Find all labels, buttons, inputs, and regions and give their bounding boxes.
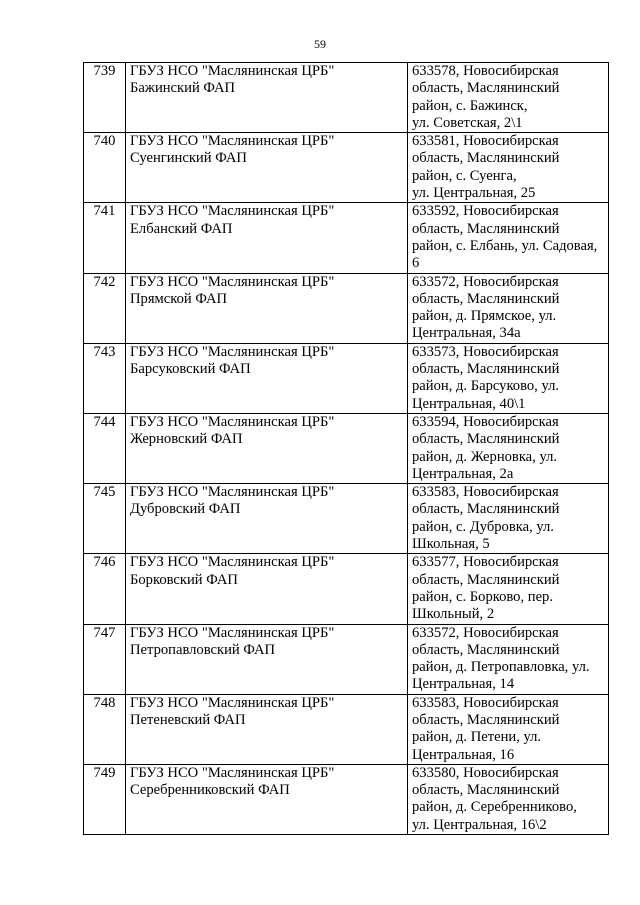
facility-name-cell [126, 694, 408, 764]
address-cell [408, 484, 609, 554]
facility-name-cell [126, 554, 408, 624]
address-cell [408, 203, 609, 273]
address-line: область, Маслянинский [412, 641, 560, 658]
facility-name-cell [126, 624, 408, 694]
facility-name-line: ГБУЗ НСО "Маслянинская ЦРБ" [130, 484, 335, 501]
address-line: область, Маслянинский [412, 501, 560, 518]
facility-name-line: ГБУЗ НСО "Маслянинская ЦРБ" [130, 554, 335, 571]
facility-name-line: ГБУЗ НСО "Маслянинская ЦРБ" [130, 203, 335, 220]
facility-name-line: Серебренниковский ФАП [130, 782, 290, 799]
address-line: область, Маслянинский [412, 711, 560, 728]
address-line: 633594, Новосибирская [412, 413, 559, 430]
address-cell [408, 624, 609, 694]
address-line: ул. Центральная, 16\2 [412, 816, 547, 833]
address-line: Центральная, 16 [412, 746, 515, 763]
table-row [84, 63, 609, 133]
facility-name-line: Петеневский ФАП [130, 711, 246, 728]
address-line: 633572, Новосибирская [412, 273, 559, 290]
facility-name-cell [126, 764, 408, 834]
table-row [84, 764, 609, 834]
address-line: область, Маслянинский [412, 782, 560, 799]
address-line: область, Маслянинский [412, 150, 560, 167]
address-line: область, Маслянинский [412, 571, 560, 588]
row-number-cell: 743 [84, 343, 126, 413]
address-line: Школьный, 2 [412, 606, 495, 623]
address-line: ул. Центральная, 25 [412, 185, 536, 202]
address-line: область, Маслянинский [412, 220, 560, 237]
facility-name-line: Бажинский ФАП [130, 80, 236, 97]
facility-name-line: Елбанский ФАП [130, 220, 233, 237]
address-line: 633592, Новосибирская [412, 203, 559, 220]
address-line: Центральная, 14 [412, 676, 515, 693]
address-line: 633577, Новосибирская [412, 554, 559, 571]
address-cell [408, 343, 609, 413]
facility-name-line: ГБУЗ НСО "Маслянинская ЦРБ" [130, 273, 335, 290]
facility-name-line: Жерновский ФАП [130, 431, 243, 448]
address-line: Школьная, 5 [412, 536, 490, 553]
address-line: район, д. Барсуково, ул. [412, 378, 560, 395]
facility-name-cell [126, 484, 408, 554]
facility-name-line: ГБУЗ НСО "Маслянинская ЦРБ" [130, 63, 335, 79]
facility-name-line: ГБУЗ НСО "Маслянинская ЦРБ" [130, 343, 335, 360]
facility-name-cell [126, 203, 408, 273]
address-cell [408, 133, 609, 203]
facility-name-line: ГБУЗ НСО "Маслянинская ЦРБ" [130, 624, 335, 641]
address-line: район, д. Петропавловка, ул. [412, 659, 590, 676]
address-line: район, д. Петени, ул. [412, 729, 542, 746]
address-cell [408, 764, 609, 834]
row-number-cell: 747 [84, 624, 126, 694]
table-row [84, 133, 609, 203]
row-number-cell: 748 [84, 694, 126, 764]
address-line: 633573, Новосибирская [412, 343, 559, 360]
facility-name-line: Прямской ФАП [130, 290, 228, 307]
address-line: район, с. Бажинск, [412, 97, 528, 114]
address-line: 633583, Новосибирская [412, 694, 559, 711]
facility-name-line: ГБУЗ НСО "Маслянинская ЦРБ" [130, 133, 335, 150]
facility-name-cell [126, 413, 408, 483]
row-number-cell: 744 [84, 413, 126, 483]
facility-name-line: ГБУЗ НСО "Маслянинская ЦРБ" [130, 764, 335, 781]
address-line: область, Маслянинский [412, 431, 560, 448]
facility-name-line: Петропавловский ФАП [130, 641, 276, 658]
facility-name-line: ГБУЗ НСО "Маслянинская ЦРБ" [130, 694, 335, 711]
address-cell [408, 273, 609, 343]
table-row [84, 484, 609, 554]
address-cell [408, 554, 609, 624]
address-line: район, с. Суенга, [412, 167, 517, 184]
address-line: 6 [412, 255, 420, 272]
row-number-cell: 740 [84, 133, 126, 203]
address-line: 633581, Новосибирская [412, 133, 559, 150]
address-cell [408, 413, 609, 483]
row-number-cell: 741 [84, 203, 126, 273]
table-row [84, 273, 609, 343]
facilities-table-body [84, 63, 609, 835]
table-row [84, 343, 609, 413]
address-line: ул. Советская, 2\1 [412, 114, 523, 131]
table-row [84, 554, 609, 624]
address-line: область, Маслянинский [412, 80, 560, 97]
address-line: Центральная, 2а [412, 465, 514, 482]
facility-name-line: Борковский ФАП [130, 571, 238, 588]
address-line: область, Маслянинский [412, 361, 560, 378]
facility-name-line: Суенгинский ФАП [130, 150, 247, 167]
facility-name-line: Барсуковский ФАП [130, 361, 251, 378]
facility-name-line: Дубровский ФАП [130, 501, 241, 518]
page-number: 59 [314, 37, 326, 51]
table-row [84, 694, 609, 764]
address-line: район, с. Дубровка, ул. [412, 518, 554, 535]
address-line: Центральная, 40\1 [412, 395, 526, 412]
address-line: 633583, Новосибирская [412, 484, 559, 501]
address-line: Центральная, 34а [412, 325, 521, 342]
table-row [84, 413, 609, 483]
facilities-table [83, 62, 609, 835]
facility-name-cell [126, 63, 408, 133]
row-number-cell: 746 [84, 554, 126, 624]
address-line: район, с. Борково, пер. [412, 588, 553, 605]
address-line: 633580, Новосибирская [412, 764, 559, 781]
facility-name-cell [126, 343, 408, 413]
facility-name-cell [126, 273, 408, 343]
facility-name-cell [126, 133, 408, 203]
table-row [84, 203, 609, 273]
address-line: 633578, Новосибирская [412, 63, 559, 79]
address-line: район, д. Прямское, ул. [412, 308, 557, 325]
row-number-cell: 749 [84, 764, 126, 834]
table-row [84, 624, 609, 694]
address-line: район, с. Елбань, ул. Садовая, [412, 237, 598, 254]
address-cell [408, 694, 609, 764]
row-number-cell: 742 [84, 273, 126, 343]
address-line: область, Маслянинский [412, 290, 560, 307]
row-number-cell: 739 [84, 63, 126, 133]
address-line: район, д. Жерновка, ул. [412, 448, 558, 465]
facility-name-line: ГБУЗ НСО "Маслянинская ЦРБ" [130, 413, 335, 430]
address-cell [408, 63, 609, 133]
row-number-cell: 745 [84, 484, 126, 554]
address-line: 633572, Новосибирская [412, 624, 559, 641]
address-line: район, д. Серебренниково, [412, 799, 577, 816]
